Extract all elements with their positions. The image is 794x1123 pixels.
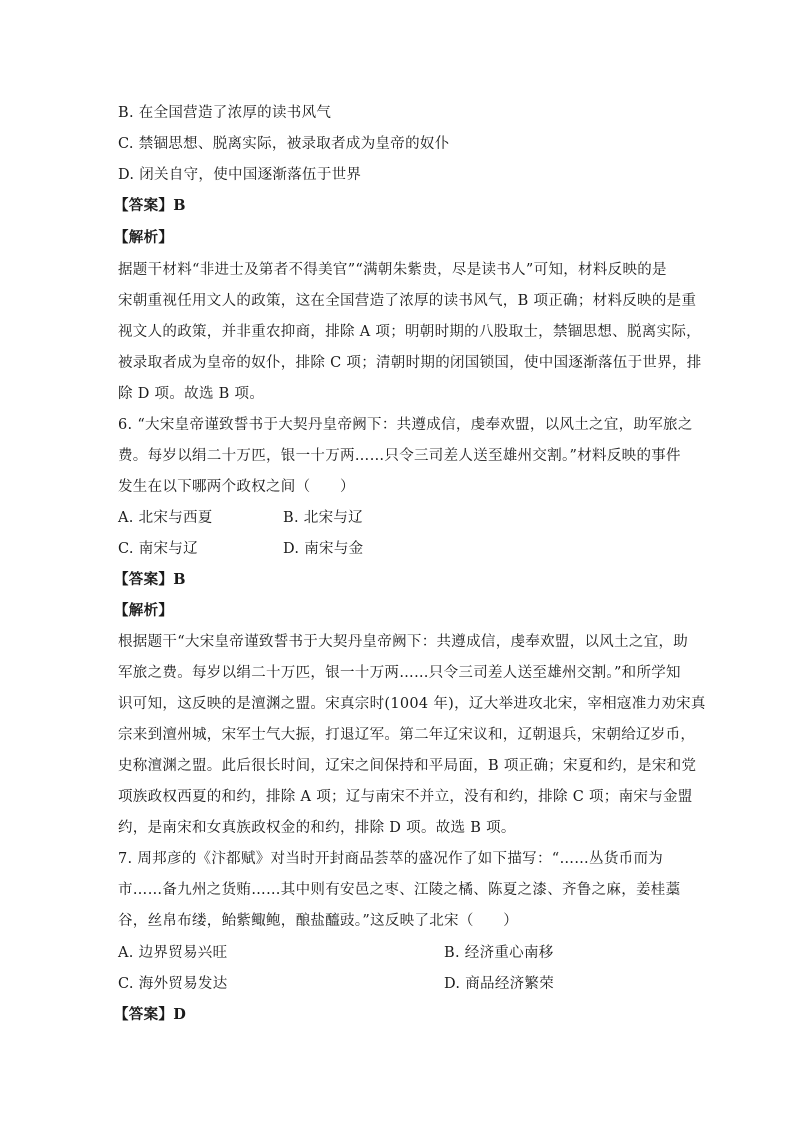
q5-analysis-line: 宋朝重视任用文人的政策，这在全国营造了浓厚的读书风气，B 项正确；材料反映的是重 — [118, 293, 697, 309]
q6-analysis-label: 【解析】 — [114, 602, 174, 619]
q5-analysis-line: 被录取者成为皇帝的奴仆，排除 C 项；清朝时期的闭国锁国，使中国逐渐落伍于世界，排 — [118, 355, 702, 371]
q7-stem-line: 7. 周邦彦的《汴都赋》对当时开封商品荟萃的盛况作了如下描写：“……丛货币而为 — [118, 851, 664, 867]
q7-options-row-1 — [118, 943, 554, 963]
q5-analysis-line: 除 D 项。故选 B 项。 — [118, 386, 265, 402]
q7-option-b: B. 经济重心南移 — [444, 945, 554, 961]
q7-option-c: C. 海外贸易发达 — [118, 976, 228, 992]
q6-analysis-line: 根据题干“大宋皇帝谨致誓书于大契丹皇帝阙下：共遵成信，虔奉欢盟，以风土之宜，助 — [118, 634, 689, 650]
q6-stem-line: 发生在以下哪两个政权之间（ ） — [118, 479, 355, 495]
q6-analysis-line: 宗来到澶州城，宋军士气大振，打退辽军。第二年辽宋议和，辽朝退兵，宋朝给辽岁币， — [118, 727, 696, 743]
q6-option-c: C. 南宋与辽 — [118, 541, 198, 557]
q6-option-a: A. 北宋与西夏 — [118, 510, 213, 526]
q6-stem-line: 费。每岁以绢二十万匹，银一十万两……只令三司差人送至雄州交割。”材料反映的事件 — [118, 448, 681, 464]
q6-option-b: B. 北宋与辽 — [283, 510, 363, 526]
q6-option-d: D. 南宋与金 — [283, 541, 364, 557]
q5-option-d: D. 闭关自守，使中国逐渐落伍于世界 — [118, 167, 362, 183]
q7-option-a: A. 边界贸易兴旺 — [118, 945, 228, 961]
q6-options-row-2 — [118, 539, 364, 559]
q5-answer: 【答案】B — [114, 197, 186, 214]
q7-stem-line: 市……备九州之货贿……其中则有安邑之枣、江陵之橘、陈夏之漆、齐鲁之麻，姜桂藁 — [118, 882, 681, 898]
q6-analysis-line: 项族政权西夏的和约，排除 A 项；辽与南宋不并立，没有和约，排除 C 项；南宋与金盟 — [118, 789, 693, 805]
q7-option-d: D. 商品经济繁荣 — [444, 976, 555, 992]
q7-stem-line: 谷，丝帛布缕，鲐紫鲰鲍，酿盐醯豉。”这反映了北宋（ ） — [118, 913, 519, 929]
q6-analysis-line: 史称澶渊之盟。此后很长时间，辽宋之间保持和平局面，B 项正确；宋夏和约，是宋和党 — [118, 758, 697, 774]
q7-options-row-2 — [118, 974, 555, 994]
q7-answer: 【答案】D — [114, 1006, 187, 1023]
q5-option-b: B. 在全国营造了浓厚的读书风气 — [118, 105, 332, 121]
q5-analysis-line: 据题干材料“非进士及第者不得美官”“满朝朱紫贵，尽是读书人”可知，材料反映的是 — [118, 262, 667, 278]
q6-stem-line: 6. “大宋皇帝谨致誓书于大契丹皇帝阙下：共遵成信，虔奉欢盟，以风土之宜，助军旅之 — [118, 417, 693, 433]
q6-analysis-line: 军旅之费。每岁以绢二十万匹，银一十万两……只令三司差人送至雄州交割。”和所学知 — [118, 665, 681, 681]
q5-analysis-label: 【解析】 — [114, 229, 174, 246]
q6-options-row-1 — [118, 508, 363, 528]
q6-answer: 【答案】B — [114, 571, 186, 588]
q6-analysis-line: 约，是南宋和女真族政权金的和约，排除 D 项。故选 B 项。 — [118, 820, 516, 836]
q5-analysis-line: 视文人的政策，并非重农抑商，排除 A 项；明朝时期的八股取士，禁锢思想、脱离实际， — [118, 324, 701, 340]
q6-analysis-line: 识可知，这反映的是澶渊之盟。宋真宗时(1004 年)，辽大举进攻北宋，宰相寇准力劝宋真 — [118, 696, 706, 712]
q5-option-c: C. 禁锢思想、脱离实际，被录取者成为皇帝的奴仆 — [118, 136, 450, 152]
